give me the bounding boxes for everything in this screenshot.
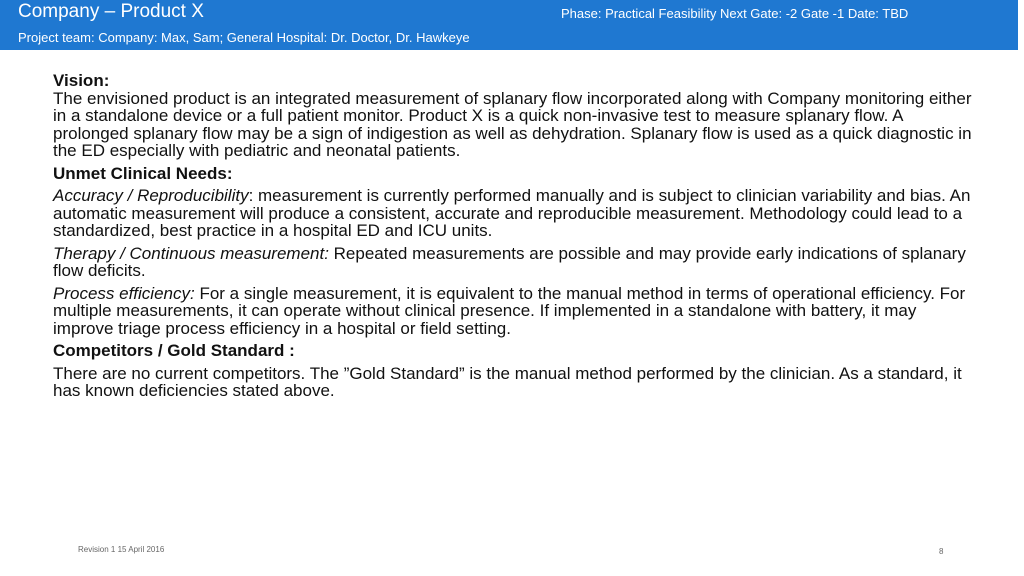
therapy-term: Therapy / Continuous measurement: [53, 243, 329, 263]
accuracy-term: Accuracy / Reproducibility [53, 186, 249, 205]
competitors-paragraph [53, 365, 973, 400]
page-number: 8 [939, 547, 944, 556]
process-term: Process efficiency: [53, 283, 195, 303]
slide-title: Company – Product X [18, 1, 204, 22]
competitors-heading: Competitors / Gold Standard : [53, 341, 295, 360]
accuracy-paragraph [53, 187, 973, 240]
unmet-needs-section [53, 165, 973, 183]
therapy-paragraph [53, 245, 973, 280]
competitors-section [53, 342, 973, 360]
process-text: For a single measurement, it is equivalent to the manual method in terms of operational efficiency. For multiple measurements, it can operate without clinical presence. If implemented in a standalone with battery, it may improve triage process efficiency in a hospital or field setting. [53, 283, 966, 338]
vision-section [53, 72, 973, 160]
revision-note: Revision 1 15 April 2016 [78, 545, 165, 554]
accuracy-text: : measurement is currently performed manually and is subject to clinician variability and bias. An automatic measurement will produce a consistent, accurate and reproducible measurement. Methodology could lead to a standardized, best practice in a hospital ED and ICU units. [53, 186, 971, 240]
header-bar [0, 0, 1018, 50]
competitors-text: There are no current competitors. The ”Gold Standard” is the manual method performed by the clinician. As a standard, it has known deficiencies stated above. [53, 363, 962, 400]
vision-text: The envisioned product is an integrated measurement of splanary flow incorporated along with Company monitoring either in a standalone device or a full patient monitor. Product X is a quick non-invasive test to measure splanary flow. A prolonged splanary flow may be a sign of indigestion as well as dehydration. Splanary flow is used as a quick diagnostic in the ED especially with pediatric and neonatal patients. [53, 88, 972, 160]
unmet-needs-heading: Unmet Clinical Needs: [53, 163, 233, 183]
vision-heading: Vision: [53, 71, 110, 90]
slide-body [53, 72, 973, 405]
process-paragraph [53, 285, 973, 338]
therapy-text: Repeated measurements are possible and may provide early indications of splanary flow deficits. [53, 243, 966, 280]
project-team: Project team: Company: Max, Sam; General Hospital: Dr. Doctor, Dr. Hawkeye [18, 30, 470, 45]
phase-info: Phase: Practical Feasibility Next Gate: -2 Gate -1 Date: TBD [561, 6, 909, 21]
